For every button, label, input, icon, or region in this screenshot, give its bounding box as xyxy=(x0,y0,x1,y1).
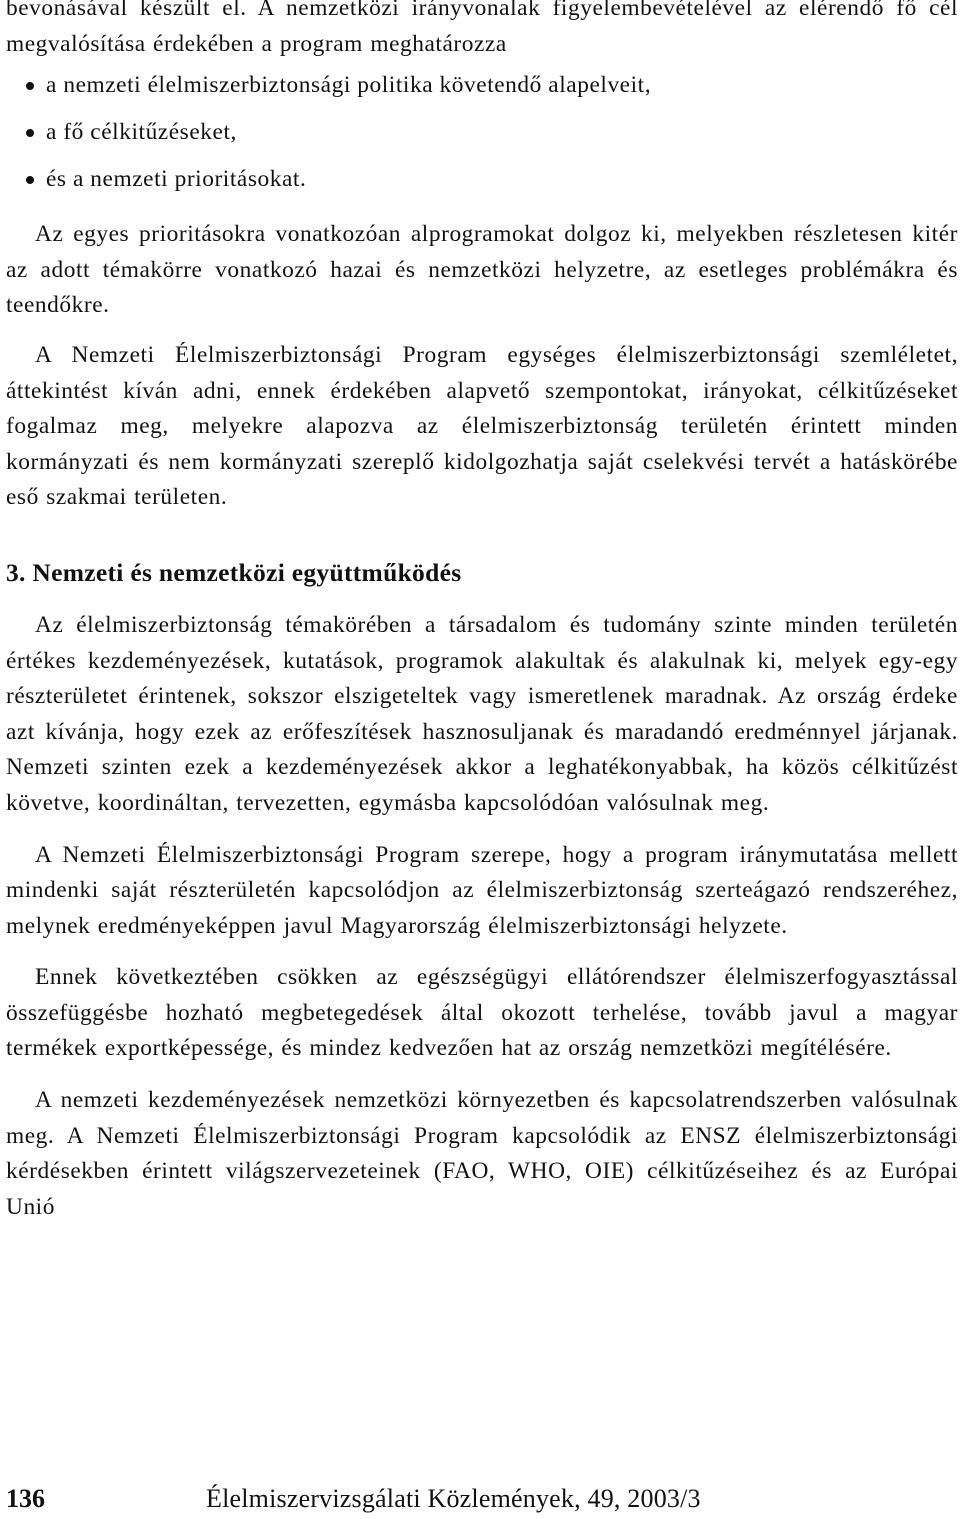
bullet-list xyxy=(6,62,958,203)
bullet-icon xyxy=(26,176,34,184)
bullet-text: a nemzeti élelmiszerbiztonsági politika követendő alapelveit, xyxy=(46,72,652,99)
section-paragraph: A Nemzeti Élelmiszerbiztonsági Program szerepe, hogy a program iránymutatása mellett mindenki saját részterületén kapcsolódjon az élelmiszerbiztonság szerteágazó rendszeréhez, melynek eredményeképpen javul Magyarország élelmiszerbiztonsági helyzete. xyxy=(6,841,958,939)
bullet-item xyxy=(6,62,958,109)
section-paragraph: A nemzeti kezdeményezések nemzetközi környezetben és kapcsolatrendszerben valósulnak meg. A Nemzeti Élelmiszerbiztonsági Program kapcsolódik az ENSZ élelmiszerbiztonsági kérdésekben érintett világszervezeteinek (FAO, WHO, OIE) célkitűzéseihez és az Európai Unió xyxy=(6,1087,958,1220)
body-paragraph: A Nemzeti Élelmiszerbiztonsági Program egységes élelmiszerbiztonsági szemléletet, áttekintést kíván adni, ennek érdekében alapvető szempontokat, irányokat, célkitűzéseket fogalmaz meg, melyekre alapozva az élelmiszerbiztonság területén érintett minden kormányzati és nem kormányzati szereplő kidolgozhatja saját cselekvési tervét a hatáskörébe eső szakmai területen. xyxy=(6,341,958,511)
bullet-item xyxy=(6,109,958,156)
section-paragraph: Az élelmiszerbiztonság témakörében a társadalom és tudomány szinte minden területén értékes kezdeményezések, kutatások, programok alakultak és alakulnak ki, melyek egy-egy részterületet érintenek, sokszor elszigeteltek vagy ismeretlenek maradnak. Az ország érdeke azt kívánja, hogy ezek az erőfeszítések hasznosuljanak és maradandó eredménnyel járjanak. Nemzeti szinten ezek a kezdeményezések akkor a leghatékonyabbak, ha közös célkitűzést követve, koordináltan, tervezetten, egymásba kapcsolódóan valósulnak meg. xyxy=(6,611,958,816)
intro-paragraph: bevonásával készült el. A nemzetközi irányvonalak figyelembevételével az elérendő fő cél megvalósítása érdekében a program meghatározza xyxy=(6,0,958,57)
page-number: 136 xyxy=(6,1484,45,1513)
bullet-item xyxy=(6,156,958,203)
bullet-text: a fő célkitűzéseket, xyxy=(46,119,237,146)
bullet-icon xyxy=(26,82,34,90)
journal-citation: Élelmiszervizsgálati Közlemények, 49, 2003/3 xyxy=(206,1484,701,1513)
body-paragraph: Az egyes prioritásokra vonatkozóan alprogramokat dolgoz ki, melyekben részletesen kitér az adott témakörre vonatkozó hazai és nemzetközi helyzetre, az esetleges problémákra és teendőkre. xyxy=(6,221,958,319)
bullet-text: és a nemzeti prioritásokat. xyxy=(46,166,307,193)
document-page xyxy=(6,0,958,1225)
section-heading: 3. Nemzeti és nemzetközi együttműködés xyxy=(6,557,462,587)
section-paragraph: Ennek következtében csökken az egészségügyi ellátórendszer élelmiszerfogyasztással összefüggésbe hozható megbetegedések által okozott terhelése, tovább javul a magyar termékek exportképessége, és mindez kedvezően hat az ország nemzetközi megítélésére. xyxy=(6,964,958,1062)
bullet-icon xyxy=(26,129,34,137)
